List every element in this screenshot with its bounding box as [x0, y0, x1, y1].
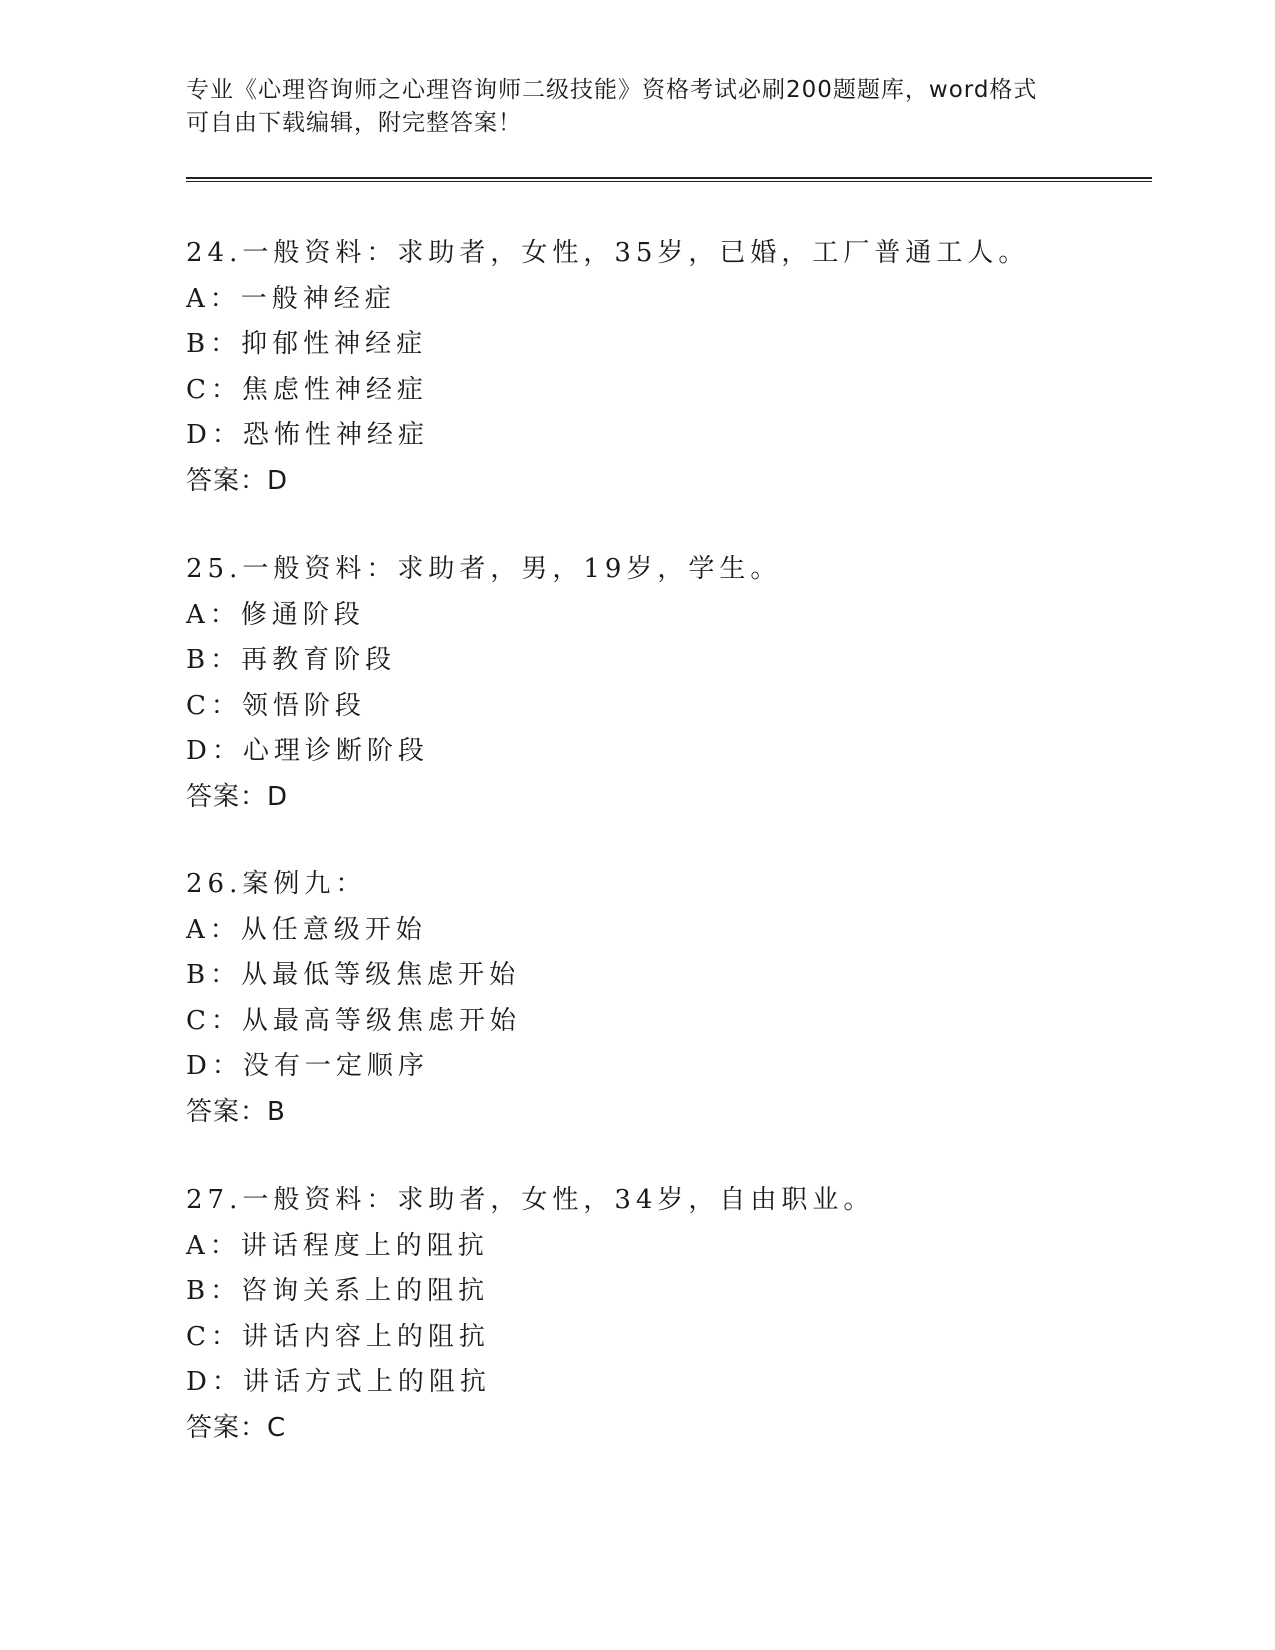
option-d: D：心理诊断阶段	[186, 736, 429, 766]
question-26	[186, 862, 1146, 1135]
question-stem: 26.案例九：	[186, 869, 367, 899]
option-a: A：从任意级开始	[186, 914, 427, 945]
document-header	[186, 74, 1086, 140]
question-27	[186, 1178, 1146, 1451]
option-c: C：焦虑性神经症	[186, 374, 428, 405]
option-b: B：抑郁性神经症	[186, 329, 428, 359]
answer-line: 答案：C	[186, 1412, 287, 1443]
option-b: B：再教育阶段	[186, 645, 397, 675]
question-stem: 24.一般资料：求助者，女性，35岁，已婚，工厂普通工人。	[186, 238, 1030, 268]
option-a: A：一般神经症	[186, 283, 396, 314]
header-divider	[186, 177, 1152, 182]
answer-line: 答案：D	[186, 465, 289, 496]
answer-line: 答案：D	[186, 781, 289, 812]
option-c: C：领悟阶段	[186, 690, 366, 721]
question-24	[186, 231, 1146, 504]
option-b: B：从最低等级焦虑开始	[186, 960, 521, 990]
question-stem: 25.一般资料：求助者，男，19岁，学生。	[186, 554, 782, 584]
option-c: C：讲话内容上的阻抗	[186, 1321, 490, 1352]
question-25	[186, 547, 1146, 820]
answer-line: 答案：B	[186, 1096, 286, 1127]
option-c: C：从最高等级焦虑开始	[186, 1005, 521, 1036]
option-d: D：恐怖性神经症	[186, 420, 429, 450]
option-a: A：修通阶段	[186, 599, 365, 630]
option-b: B：咨询关系上的阻抗	[186, 1276, 490, 1306]
option-d: D：讲话方式上的阻抗	[186, 1367, 491, 1397]
header-line-1: 专业《心理咨询师之心理咨询师二级技能》资格考试必刷200题题库，word格式	[186, 77, 1038, 103]
question-stem: 27.一般资料：求助者，女性，34岁，自由职业。	[186, 1185, 875, 1215]
header-line-2: 可自由下载编辑，附完整答案！	[186, 110, 522, 136]
option-a: A：讲话程度上的阻抗	[186, 1230, 489, 1261]
option-d: D：没有一定顺序	[186, 1051, 429, 1081]
